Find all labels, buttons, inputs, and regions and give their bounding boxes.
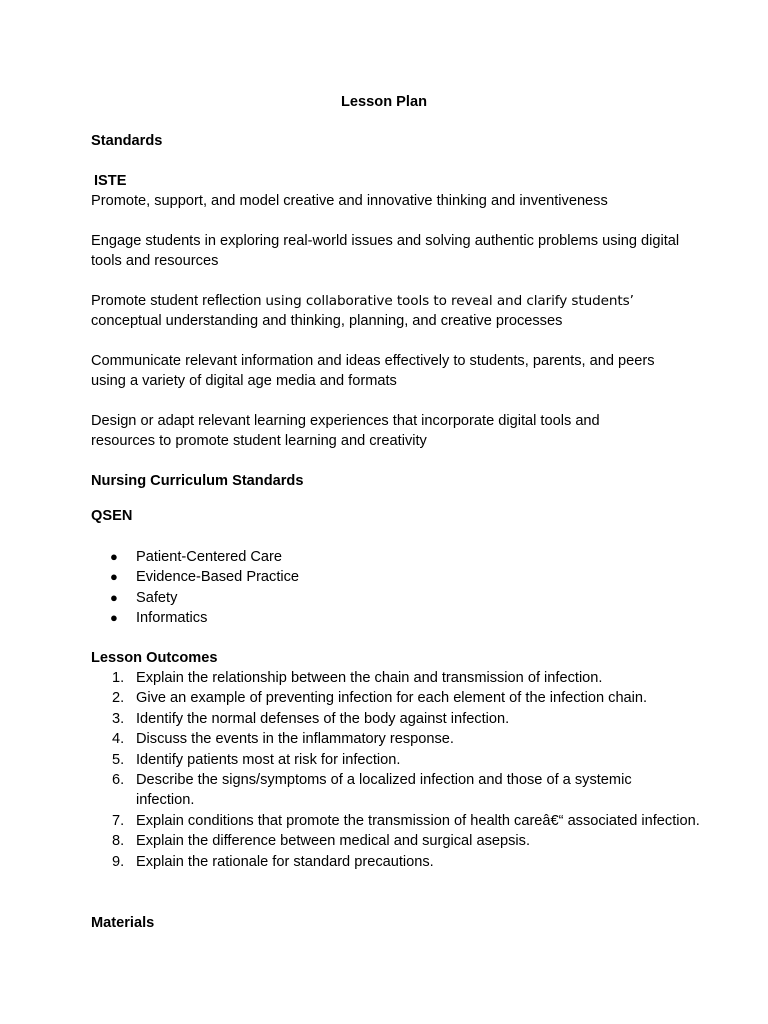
iste-heading: ISTE (94, 173, 127, 189)
list-item: 6. Describe the signs/symptoms of a localized infection and those of a systemic infection. (112, 772, 632, 809)
materials-heading: Materials (91, 915, 155, 931)
list-item: ● Patient-Centered Care (91, 547, 691, 567)
iste-item-3 (91, 291, 691, 332)
bullet-icon: ● (110, 610, 118, 626)
bullet-icon: ● (110, 569, 118, 585)
page-title: Lesson Plan (341, 94, 427, 110)
list-item: 2. Give an example of preventing infection for each element of the infection chain. (112, 690, 648, 707)
iste-item-2: Engage students in exploring real-world issues and solving authentic problems using digital tools and resources (91, 233, 680, 270)
list-item: ● Evidence-Based Practice (91, 567, 691, 587)
iste-item-4: Communicate relevant information and ideas effectively to students, parents, and peers using a variety of digital age media and formats (91, 353, 655, 390)
list-item: 8. Explain the difference between medical and surgical asepsis. (112, 833, 530, 850)
list-item: ● Safety (91, 588, 691, 608)
qsen-heading: QSEN (91, 508, 133, 524)
list-item: 3. Identify the normal defenses of the body against infection. (112, 710, 510, 727)
iste-item-3-part-a: Promote student reflection (91, 293, 266, 309)
list-item: 1. Explain the relationship between the chain and transmission of infection. (112, 670, 603, 686)
iste-item-3-part-b: using collaborative tools to reveal and clarify students’ (265, 293, 634, 309)
bullet-icon: ● (110, 589, 118, 605)
qsen-list (91, 547, 691, 629)
list-item: 9. Explain the rationale for standard precautions. (112, 853, 434, 870)
standards-heading: Standards (91, 133, 163, 149)
list-item: ● Informatics (91, 608, 691, 628)
iste-item-3-part-c: conceptual understanding and thinking, planning, and creative processes (91, 313, 563, 330)
list-item: 7. Explain conditions that promote the transmission of health careâ€“ associated infection. (112, 812, 700, 829)
bullet-icon: ● (110, 549, 118, 564)
nursing-heading: Nursing Curriculum Standards (91, 473, 304, 489)
list-item: 5. Identify patients most at risk for infection. (112, 751, 401, 768)
iste-item-5: Design or adapt relevant learning experiences that incorporate digital tools and resources to promote student learning and creativity (91, 413, 600, 450)
iste-item-1: Promote, support, and model creative and innovative thinking and inventiveness (91, 193, 608, 209)
outcomes-heading: Lesson Outcomes (91, 650, 218, 666)
list-item: 4. Discuss the events in the inflammatory response. (112, 731, 454, 748)
outcomes-list (91, 668, 700, 872)
